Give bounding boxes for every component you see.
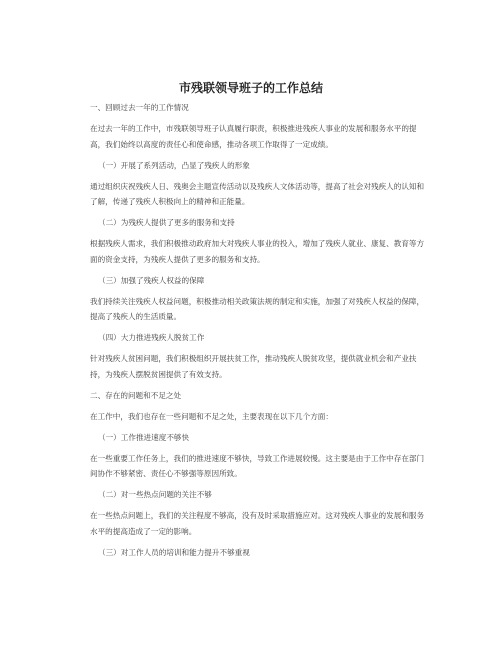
- body-paragraph: 我们持续关注残疾人权益问题，积极推动相关政策法规的制定和实施，加强了对残疾人权益的保障，提高了残疾人的生活质量。: [90, 296, 425, 321]
- section-heading: 一、回顾过去一年的工作情况: [90, 103, 189, 112]
- subsection-heading: （三）加强了残疾人权益的保障: [98, 275, 205, 285]
- subsection-heading: （一）开展了系列活动，凸显了残疾人的形象: [98, 160, 250, 170]
- subsection-heading: （二）为残疾人提供了更多的服务和支持: [98, 218, 235, 227]
- subsection-heading: （一）工作推进速度不够快: [98, 432, 190, 442]
- body-paragraph: 在一些热点问题上，我们的关注程度不够高，没有及时采取措施应对。这对残疾人事业的发展和服务水平的提高造成了一定的影响。: [90, 511, 425, 536]
- subsection-heading: （二）对一些热点问题的关注不够: [98, 490, 212, 499]
- body-paragraph: 在工作中，我们也存在一些问题和不足之处，主要表现在以下几个方面：: [90, 411, 333, 421]
- subsection-heading: （三）对工作人员的培训和能力提升不够重视: [98, 547, 250, 557]
- document-body: [90, 100, 430, 566]
- body-paragraph: 在过去一年的工作中，市残联领导班子认真履行职责，积极推进残疾人事业的发展和服务水平的提高，我们始终以高度的责任心和使命感，推动各项工作取得了一定成绩。: [90, 124, 417, 149]
- body-paragraph: 通过组织庆祝残疾人日、残奥会主题宣传活动以及残疾人文体活动等，提高了社会对残疾人的认知和了解，传递了残疾人积极向上的精神和正能量。: [90, 181, 425, 206]
- body-paragraph: 针对残疾人贫困问题，我们积极组织开展扶贫工作，推动残疾人脱贫攻坚，提供就业机会和产业扶持，为残疾人摆脱贫困提供了有效支持。: [90, 354, 417, 379]
- document-title: 市残联领导班子的工作总结: [178, 81, 323, 95]
- section-heading: 二、存在的问题和不足之处: [90, 390, 182, 400]
- body-paragraph: 根据残疾人需求，我们积极推动政府加大对残疾人事业的投入，增加了残疾人就业、康复、教育等方面的资金支持，为残疾人提供了更多的服务和支持。: [90, 239, 425, 264]
- subsection-heading: （四）大力推进残疾人脱贫工作: [98, 333, 205, 342]
- body-paragraph: 在一些重要工作任务上，我们的推进速度不够快，导致工作进展较慢。这主要是由于工作中存在部门间协作不够紧密、责任心不够强等原因所致。: [90, 453, 425, 478]
